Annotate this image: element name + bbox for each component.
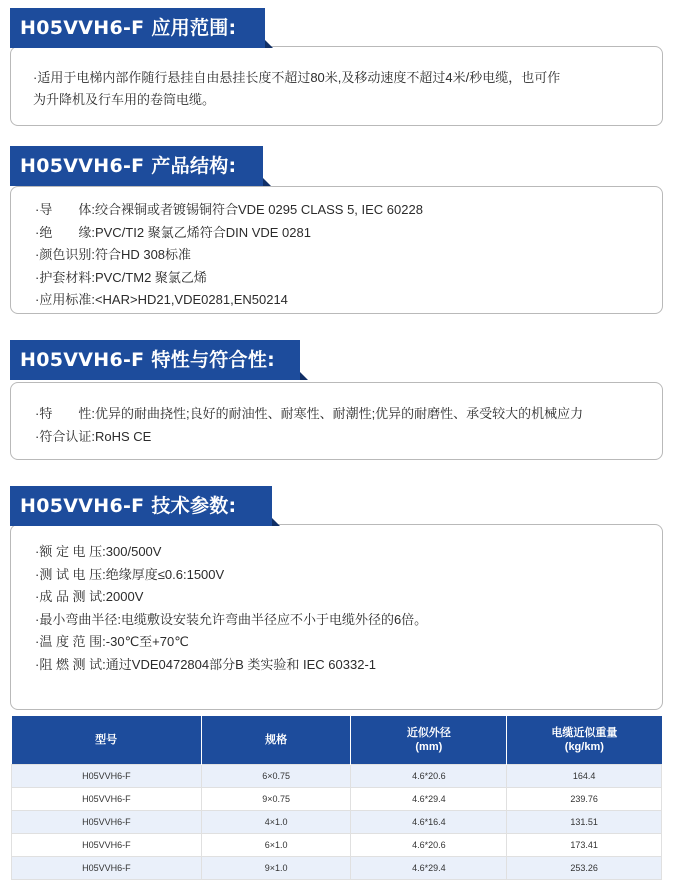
section-structure: [10, 146, 665, 318]
row-label: ·颜色识别:: [35, 247, 95, 262]
table-row: [12, 788, 662, 811]
header-fold-icon: [263, 178, 271, 186]
structure-row: [35, 289, 662, 312]
structure-header: [10, 146, 263, 186]
header-spec: 规格: [201, 716, 351, 765]
row-value: -30℃至+70℃: [105, 634, 189, 649]
parameters-row: [35, 654, 662, 677]
row-value: PVC/TM2 聚氯乙烯: [94, 269, 207, 285]
row-value: <HAR>HD21,VDE0281,EN50214: [94, 292, 288, 307]
cell-model: H05VVH6-F: [12, 857, 202, 880]
parameters-box: [10, 524, 663, 710]
table-row: [12, 765, 662, 788]
header-diameter: 近似外径 (mm): [351, 716, 507, 765]
cell-spec: 9×1.0: [201, 857, 351, 880]
cell-weight: 131.51: [507, 811, 662, 834]
spec-table: [11, 716, 662, 880]
row-label: ·应用标准:: [35, 292, 95, 307]
cell-model: H05VVH6-F: [12, 834, 202, 857]
header-model: 型号: [12, 716, 202, 765]
row-value: PVC/TI2 聚氯乙烯符合DIN VDE 0281: [94, 224, 311, 240]
cell-diameter: 4.6*20.6: [351, 834, 507, 857]
application-line-1: ·适用于电梯内部作随行悬挂自由悬挂长度不超过80米,及移动速度不超过4米/秒电缆，也可作: [33, 70, 561, 85]
parameters-row: [35, 586, 662, 609]
application-header: [10, 8, 265, 48]
section-application: [10, 8, 665, 128]
cell-spec: 4×1.0: [201, 811, 351, 834]
properties-row: [35, 426, 662, 449]
properties-box: [10, 382, 663, 460]
parameters-row: [35, 609, 662, 632]
header-fold-icon: [300, 372, 308, 380]
structure-row: [35, 199, 662, 222]
cell-diameter: 4.6*16.4: [351, 811, 507, 834]
cell-model: H05VVH6-F: [12, 788, 202, 811]
row-value: 绝缘厚度≤0.6:1500V: [105, 566, 225, 582]
cell-weight: 239.76: [507, 788, 662, 811]
header-fold-icon: [272, 518, 280, 526]
parameters-row: [35, 564, 662, 587]
cell-diameter: 4.6*29.4: [351, 788, 507, 811]
section-parameters: [10, 486, 665, 710]
table-header-row: [12, 716, 662, 765]
row-label: ·护套材料:: [35, 269, 95, 285]
row-value: 通过VDE0472804部分B 类实验和 IEC 60332-1: [105, 656, 377, 672]
row-label: ·测 试 电 压:: [35, 566, 106, 582]
cell-weight: 253.26: [507, 857, 662, 880]
cell-spec: 9×0.75: [201, 788, 351, 811]
row-label: ·符合认证:: [35, 428, 95, 444]
structure-row: [35, 244, 662, 267]
cell-weight: 173.41: [507, 834, 662, 857]
cell-spec: 6×0.75: [201, 765, 351, 788]
parameters-header: [10, 486, 272, 526]
row-label: ·绝 缘:: [35, 224, 95, 240]
row-value: 绞合裸铜或者镀锡铜符合VDE 0295 CLASS 5, IEC 60228: [94, 202, 423, 217]
row-value: 电缆敷设安装允许弯曲半径应不小于电缆外径的6倍。: [120, 611, 428, 627]
cell-weight: 164.4: [507, 765, 662, 788]
table-row: [12, 834, 662, 857]
header-weight: 电缆近似重量 (kg/km): [507, 716, 662, 765]
cell-model: H05VVH6-F: [12, 765, 202, 788]
row-value: 2000V: [105, 589, 144, 604]
row-label: ·阻 燃 测 试:: [35, 656, 106, 672]
parameters-title: H05VVH6-F 技术参数:: [20, 495, 237, 517]
table-row: [12, 811, 662, 834]
row-label: ·额 定 电 压:: [35, 544, 106, 559]
cell-spec: 6×1.0: [201, 834, 351, 857]
row-value: 符合HD 308标准: [94, 247, 192, 262]
row-label: ·导 体:: [35, 202, 95, 217]
parameters-row: [35, 541, 662, 564]
cell-model: H05VVH6-F: [12, 811, 202, 834]
table-row: [12, 857, 662, 880]
parameters-row: [35, 631, 662, 654]
structure-row: [35, 267, 662, 290]
application-box: [10, 46, 663, 126]
row-label: ·最小弯曲半径:: [35, 611, 121, 627]
row-label: ·温 度 范 围:: [35, 634, 106, 649]
application-line-2: 为升降机及行车用的卷筒电缆。: [33, 92, 216, 107]
properties-header: [10, 340, 300, 380]
application-title: H05VVH6-F 应用范围:: [20, 17, 237, 39]
row-label: ·特 性:: [35, 406, 95, 421]
row-value: 优异的耐曲挠性;良好的耐油性、耐寒性、耐潮性;优异的耐磨性、承受较大的机械应力: [94, 406, 584, 421]
cell-diameter: 4.6*20.6: [351, 765, 507, 788]
structure-title: H05VVH6-F 产品结构:: [20, 155, 237, 177]
section-properties: [10, 340, 665, 460]
row-value: 300/500V: [105, 544, 162, 559]
cell-diameter: 4.6*29.4: [351, 857, 507, 880]
row-label: ·成 品 测 试:: [35, 589, 106, 604]
structure-box: [10, 186, 663, 314]
properties-title: H05VVH6-F 特性与符合性:: [20, 349, 276, 371]
structure-row: [35, 222, 662, 245]
row-value: RoHS CE: [94, 428, 152, 444]
properties-row: [35, 403, 662, 426]
header-fold-icon: [265, 40, 273, 48]
